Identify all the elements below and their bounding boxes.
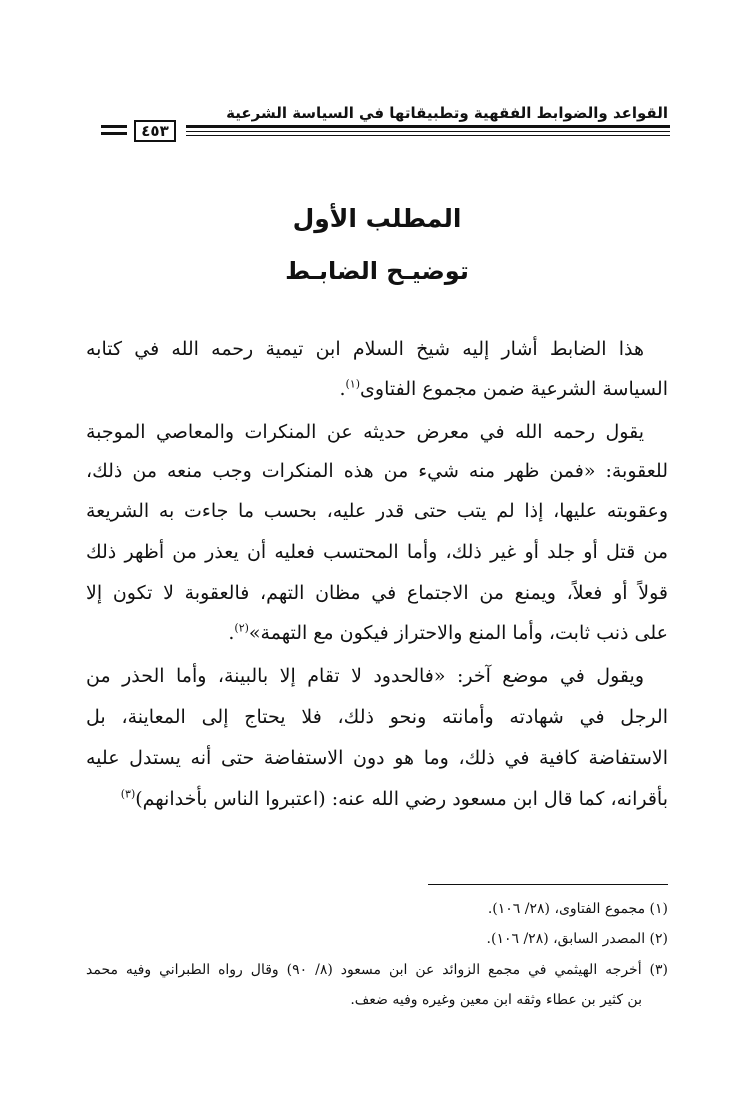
header-stub-rule-lower xyxy=(101,132,127,135)
text-run: على ذنب ثابت، وأما المنع والاحتراز فيكون مع التهمة» xyxy=(248,622,668,644)
paragraph-line xyxy=(86,374,668,404)
header-rule-thin-lower xyxy=(186,135,670,136)
header-rule-thick xyxy=(186,125,670,128)
footnote-ref: (١) xyxy=(345,377,361,391)
paragraph-line: ويقول في موضع آخر: «فالحدود لا تقام إلا بالبينة، وأما الحذر من xyxy=(86,665,644,687)
paragraph-line: وعقوبته عليها، إذا لم يتب حتى قدر عليه، بحسب ما جاءت به الشريعة xyxy=(86,500,668,522)
header-stub-rule xyxy=(101,125,127,128)
paragraph-line: للعقوبة: «فمن ظهر منه شيء من هذه المنكرات وجب منعه من ذلك، xyxy=(86,460,668,482)
paragraph-line: قولاً أو فعلاً، ويمنع من الاجتماع في مظان التهم، فالعقوبة لا تكون إلا xyxy=(86,582,668,604)
paragraph-line: الاستفاضة كافية في ذلك، وما هو دون الاستفاضة حتى أنه يستدل عليه xyxy=(86,747,668,769)
footnote: (٣) أخرجه الهيثمي في مجمع الزوائد عن ابن مسعود (٨/ ٩٠) وقال رواه الطبراني وفيه محمد xyxy=(86,962,669,978)
paragraph-line: يقول رحمه الله في معرض حديثه عن المنكرات والمعاصي الموجبة xyxy=(86,421,644,443)
header-rule-thin xyxy=(186,131,670,132)
paragraph-line: الرجل في شهادته وأمانته ونحو ذلك، فلا يحتاج إلى المعاينة، بل xyxy=(86,706,668,728)
section-heading: المطلب الأول xyxy=(292,204,462,233)
running-title: القواعد والضوابط الفقهية وتطبيقاتها في السياسة الشرعية xyxy=(226,104,668,122)
footnote-separator xyxy=(428,884,668,885)
footnote: (٢) المصدر السابق، (٢٨/ ١٠٦). xyxy=(486,931,668,947)
page-number: ٤٥٣ xyxy=(134,120,176,142)
text-run: . xyxy=(339,378,346,400)
paragraph-line: هذا الضابط أشار إليه شيخ السلام ابن تيمية رحمه الله في كتابه xyxy=(86,338,644,360)
paragraph-line xyxy=(86,618,668,648)
text-run: . xyxy=(228,622,235,644)
footnote-continuation: بن كثير بن عطاء وثقه ابن معين وغيره وفيه ضعف. xyxy=(350,992,642,1008)
paragraph-line: من قتل أو جلد أو غير ذلك، وأما المحتسب فعليه أن يعذر من أظهر ذلك xyxy=(86,541,668,563)
footnote-ref: (٢) xyxy=(234,621,249,635)
footnote: (١) مجموع الفتاوى، (٢٨/ ١٠٦). xyxy=(487,901,668,917)
text-run: السياسة الشرعية ضمن مجموع الفتاوى xyxy=(360,378,668,400)
section-subtitle: توضيـح الضابـط xyxy=(285,257,469,285)
footnote-ref: (٣) xyxy=(120,787,136,801)
paragraph-line xyxy=(86,784,668,814)
text-run: بأقرانه، كما قال ابن مسعود رضي الله عنه: (اعتبروا الناس بأخدانهم) xyxy=(135,788,668,810)
